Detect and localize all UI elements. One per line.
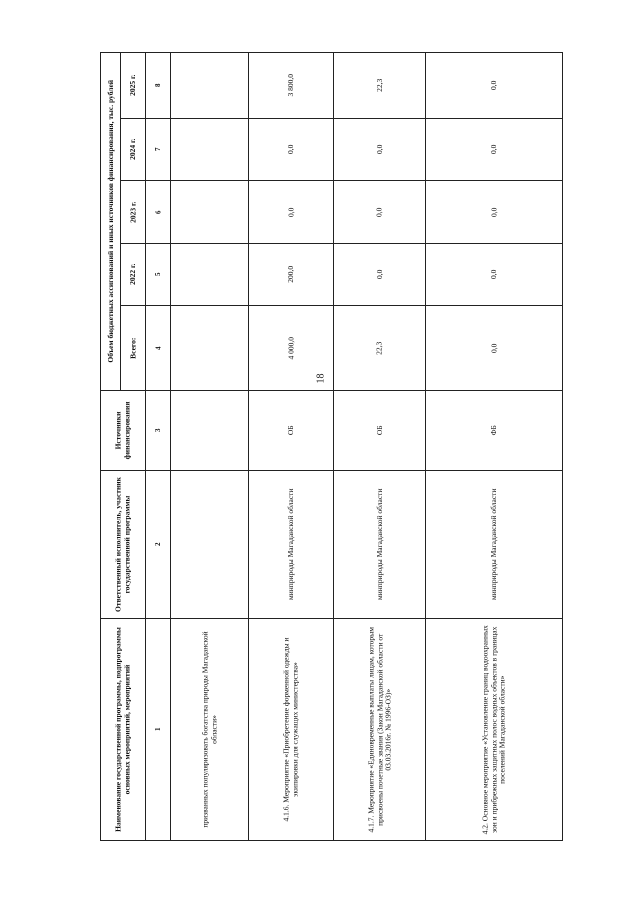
table-cell-r1-c4	[170, 305, 249, 391]
header-col-6: 2023 г.	[120, 180, 146, 244]
table-cell-r2-c6: 0,0	[248, 180, 334, 244]
header-col-3: Источники финансирования	[100, 390, 146, 471]
table-cell-r2-c4: 4 000,0	[248, 305, 334, 391]
column-number-1: 1	[145, 618, 171, 841]
table-cell-r1-c6	[170, 180, 249, 244]
table-cell-r1-c1: призванных популяризовать богатства природы Магаданской области»	[170, 618, 249, 841]
table-cell-r2-c8: 3 800,0	[248, 52, 334, 119]
table-cell-r3-c4: 22,3	[333, 305, 426, 391]
table-cell-r3-c7: 0,0	[333, 118, 426, 181]
table-cell-r1-c3	[170, 390, 249, 471]
table-cell-r1-c5	[170, 243, 249, 306]
table-cell-r2-c7: 0,0	[248, 118, 334, 181]
column-number-2: 2	[145, 470, 171, 619]
column-number-8: 8	[145, 52, 171, 119]
table-cell-r3-c8: 22,3	[333, 52, 426, 119]
header-col-2: Ответственный исполнитель, участник государственной программы	[100, 470, 146, 619]
table-cell-r1-c2	[170, 470, 249, 619]
table-cell-r2-c3: ОБ	[248, 390, 334, 471]
header-col-5: 2022 г.	[120, 243, 146, 306]
table-cell-r3-c6: 0,0	[333, 180, 426, 244]
column-number-7: 7	[145, 118, 171, 181]
table-cell-r2-c1: 4.1.6. Мероприятие «Приобретение форменной одежды и экипировки для служащих министерства»	[248, 618, 334, 841]
header-col-7: 2024 г.	[120, 118, 146, 181]
column-number-4: 4	[145, 305, 171, 391]
table-cell-r4-c4: 0,0	[425, 305, 563, 391]
table-cell-r2-c5: 200,0	[248, 243, 334, 306]
table-cell-r2-c2: минприроды Магаданской области	[248, 470, 334, 619]
header-group-financing: Объем бюджетных ассигнований и иных источников финансирования, тыс. рублей	[100, 52, 121, 391]
table-cell-r4-c1: 4.2. Основное мероприятие «Установление границ водоохранных зон и прибрежных защитных полос водных объектов в границах поселений Магаданской области»	[425, 618, 563, 841]
table-cell-r3-c3: ОБ	[333, 390, 426, 471]
table-cell-r3-c5: 0,0	[333, 243, 426, 306]
header-col-1: Наименование государственной программы, подпрограммы основных мероприятий, мероприятий	[100, 618, 146, 841]
table-cell-r4-c7: 0,0	[425, 118, 563, 181]
table-cell-r4-c6: 0,0	[425, 180, 563, 244]
header-col-4: Всего:	[120, 305, 146, 391]
header-col-8: 2025 г.	[120, 52, 146, 119]
column-number-5: 5	[145, 243, 171, 306]
financing-table	[100, 52, 562, 840]
column-number-3: 3	[145, 390, 171, 471]
table-cell-r4-c5: 0,0	[425, 243, 563, 306]
table-cell-r3-c2: минприроды Магаданской области	[333, 470, 426, 619]
table-cell-r1-c8	[170, 52, 249, 119]
table-cell-r4-c2: минприроды Магаданской области	[425, 470, 563, 619]
table-cell-r1-c7	[170, 118, 249, 181]
table-cell-r4-c8: 0,0	[425, 52, 563, 119]
table-cell-r4-c3: ФБ	[425, 390, 563, 471]
table-cell-r3-c1: 4.1.7. Мероприятие «Единовременные выплаты лицам, которым присвоены почетные звания (Закон Магаданской области от 03.03.2016г. № 1996-ОЗ)»	[333, 618, 426, 841]
page-number: 18	[315, 373, 327, 383]
column-number-6: 6	[145, 180, 171, 244]
